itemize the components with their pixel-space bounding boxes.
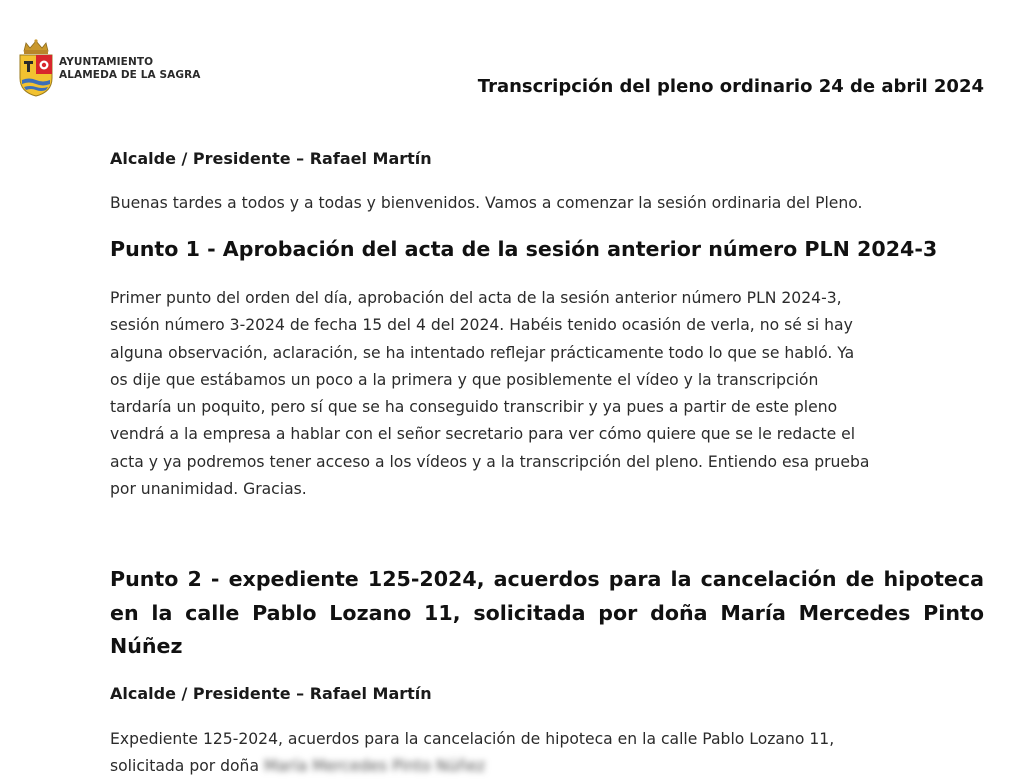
punto1-section bbox=[110, 237, 984, 261]
punto1-paragraph bbox=[110, 285, 984, 503]
municipality-name bbox=[59, 56, 201, 82]
paragraph-line: Buenas tardes a todos y a todas y bienvenidos. Vamos a comenzar la sesión ordinaria del Pleno. bbox=[110, 194, 863, 212]
redacted-name: María Mercedes Pinto Núñez bbox=[263, 757, 486, 776]
paragraph-text bbox=[110, 726, 984, 780]
paragraph-text bbox=[110, 285, 984, 503]
org-name-line2: ALAMEDA DE LA SAGRA bbox=[59, 69, 201, 81]
heading-line: Punto 2 - expediente 125-2024, acuerdos para la cancelación de hipoteca bbox=[110, 567, 984, 591]
paragraph-line: alguna observación, aclaración, se ha intentado reflejar prácticamente todo lo que se habló. Ya bbox=[110, 343, 855, 362]
punto2-section bbox=[110, 563, 984, 664]
heading-line: en la calle Pablo Lozano 11, solicitada por doña María Mercedes Pinto bbox=[110, 600, 984, 625]
coat-of-arms-icon bbox=[16, 38, 56, 98]
speaker-label: Alcalde / Presidente – Rafael Martín bbox=[110, 149, 432, 168]
paragraph-line: acta y ya podremos tener acceso a los vídeos y a la transcripción del pleno. Entiendo esa prueba bbox=[110, 452, 870, 471]
paragraph-line: vendrá a la empresa a hablar con el señor secretario para ver cómo quiere que se le redacte el bbox=[110, 425, 856, 444]
speaker-label: Alcalde / Presidente – Rafael Martín bbox=[110, 684, 432, 703]
punto2-speaker bbox=[110, 684, 984, 703]
paragraph-line: os dije que estábamos un poco a la primera y que posiblemente el vídeo y la transcripción bbox=[110, 370, 819, 389]
section-heading: Punto 1 - Aprobación del acta de la sesión anterior número PLN 2024-3 bbox=[110, 237, 938, 261]
intro-speaker bbox=[110, 149, 984, 168]
paragraph-text bbox=[110, 190, 984, 217]
punto2-paragraph bbox=[110, 726, 984, 780]
paragraph-line: por unanimidad. Gracias. bbox=[110, 480, 307, 499]
document-title: Transcripción del pleno ordinario 24 de abril 2024 bbox=[477, 76, 984, 97]
paragraph-line: tardaría un poquito, pero sí que se ha conseguido transcribir y ya pues a partir de este pleno bbox=[110, 398, 838, 417]
paragraph-line bbox=[110, 753, 984, 780]
line-prefix: solicitada por doña bbox=[110, 757, 260, 776]
paragraph-line: sesión número 3-2024 de fecha 15 del 4 del 2024. Habéis tenido ocasión de verla, no sé si hay bbox=[110, 316, 853, 335]
paragraph-line: Expediente 125-2024, acuerdos para la cancelación de hipoteca en la calle Pablo Lozano 11, bbox=[110, 730, 835, 748]
paragraph-line: Primer punto del orden del día, aprobación del acta de la sesión anterior número PLN 2024-3, bbox=[110, 289, 842, 307]
municipality-logo bbox=[16, 38, 201, 98]
intro-paragraph bbox=[110, 190, 984, 217]
section-heading bbox=[110, 563, 984, 664]
org-name-line1: AYUNTAMIENTO bbox=[59, 56, 154, 68]
heading-line: Núñez bbox=[110, 634, 183, 658]
